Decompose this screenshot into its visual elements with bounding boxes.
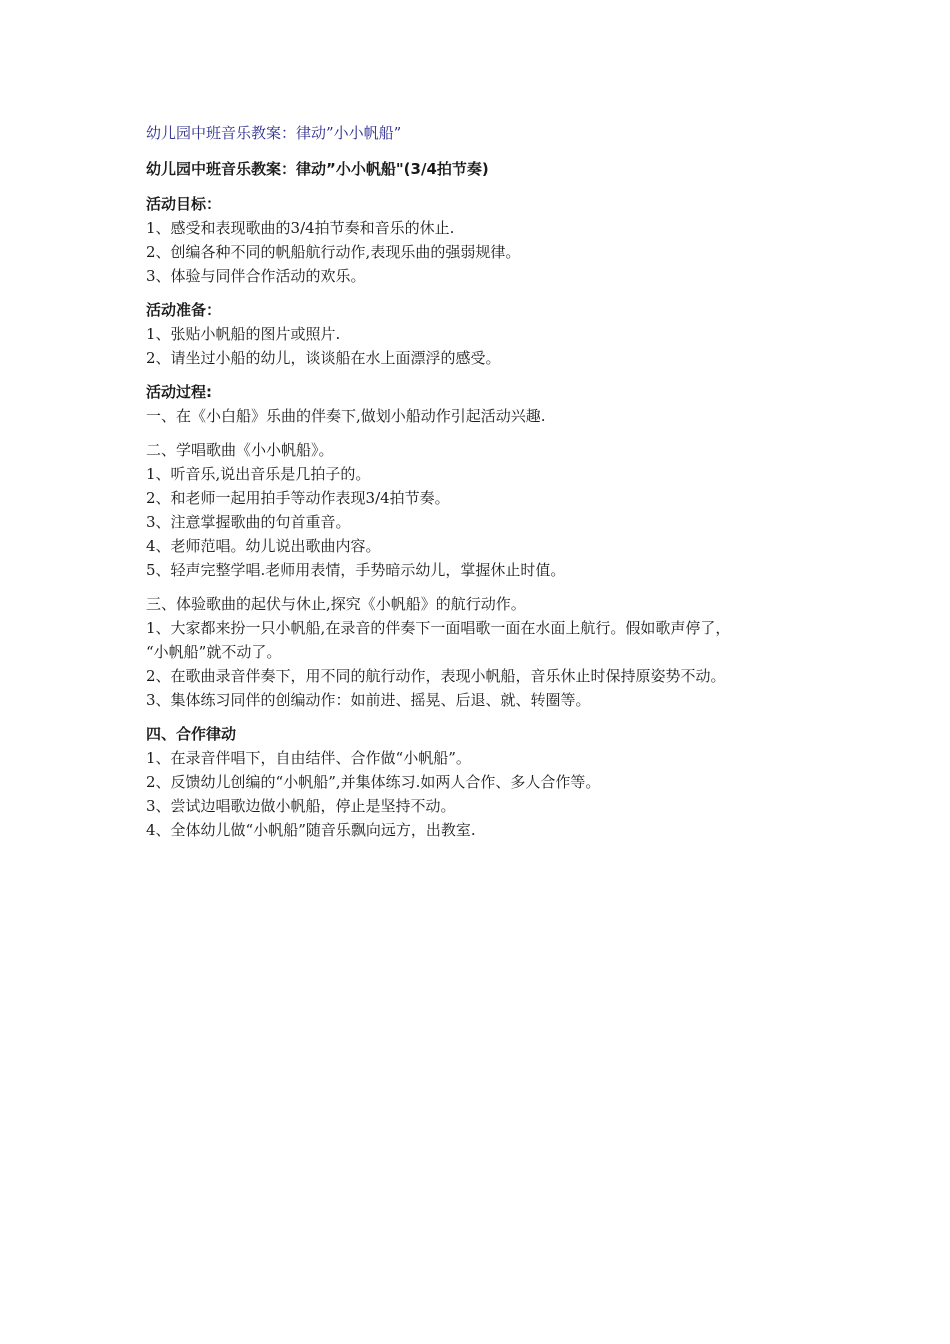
- part-2-item: 3、注意掌握歌曲的句首重音。: [146, 513, 351, 531]
- document-title: 幼儿园中班音乐教案：律动”小小帆船"(3/4拍节奏): [146, 160, 489, 178]
- section-heading-process: 活动过程:: [146, 383, 212, 401]
- part-4-item: 4、全体幼儿做“小帆船”随音乐飘向远方，出教室.: [146, 821, 476, 839]
- section-heading-prep: 活动准备：: [146, 301, 222, 319]
- prep-item: 2、请坐过小船的幼儿，谈谈船在水上面漂浮的感受。: [146, 349, 501, 367]
- prep-item: 1、张贴小帆船的图片或照片.: [146, 325, 341, 343]
- part-2-item: 4、老师范唱。幼儿说出歌曲内容。: [146, 537, 381, 555]
- part-2-item: 2、和老师一起用拍手等动作表现3/4拍节奏。: [146, 489, 450, 507]
- section-prep: [146, 298, 826, 370]
- document-link-title[interactable]: 幼儿园中班音乐教案：律动”小小帆船”: [146, 124, 402, 142]
- goal-item: 2、创编各种不同的帆船航行动作,表现乐曲的强弱规律。: [146, 243, 521, 261]
- part-3-item: 1、大家都来扮一只小帆船,在录音的伴奏下一面唱歌一面在水面上航行。假如歌声停了，: [146, 619, 731, 637]
- part-3-item-continued: “小帆船”就不动了。: [146, 643, 282, 661]
- document-page: [146, 122, 826, 852]
- process-part-2-title: 二、学唱歌曲《小小帆船》。: [146, 441, 334, 459]
- section-heading-goals: 活动目标：: [146, 195, 222, 213]
- part-3-item: 3、集体练习同伴的创编动作：如前进、摇晃、后退、就、转圈等。: [146, 691, 591, 709]
- part-4-item: 2、反馈幼儿创编的“小帆船”,并集体练习.如两人合作、多人合作等。: [146, 773, 601, 791]
- section-goals: [146, 192, 826, 288]
- section-process: [146, 380, 826, 428]
- section-part-3: [146, 592, 826, 712]
- process-part-1: 一、在《小白船》乐曲的伴奏下,做划小船动作引起活动兴趣.: [146, 407, 546, 425]
- goal-item: 3、体验与同伴合作活动的欢乐。: [146, 267, 366, 285]
- section-part-4: [146, 722, 826, 842]
- process-part-3-title: 三、体验歌曲的起伏与休止,探究《小帆船》的航行动作。: [146, 595, 526, 613]
- goal-item: 1、感受和表现歌曲的3/4拍节奏和音乐的休止.: [146, 219, 455, 237]
- part-4-item: 3、尝试边唱歌边做小帆船，停止是坚持不动。: [146, 797, 456, 815]
- part-4-item: 1、在录音伴唱下，自由结伴、合作做“小帆船”。: [146, 749, 471, 767]
- part-3-item: 2、在歌曲录音伴奏下，用不同的航行动作，表现小帆船，音乐休止时保持原姿势不动。: [146, 667, 726, 685]
- process-part-4-title: 四、合作律动: [146, 725, 237, 743]
- part-2-item: 1、听音乐,说出音乐是几拍子的。: [146, 465, 371, 483]
- part-2-item: 5、轻声完整学唱.老师用表情，手势暗示幼儿，掌握休止时值。: [146, 561, 566, 579]
- section-part-2: [146, 438, 826, 582]
